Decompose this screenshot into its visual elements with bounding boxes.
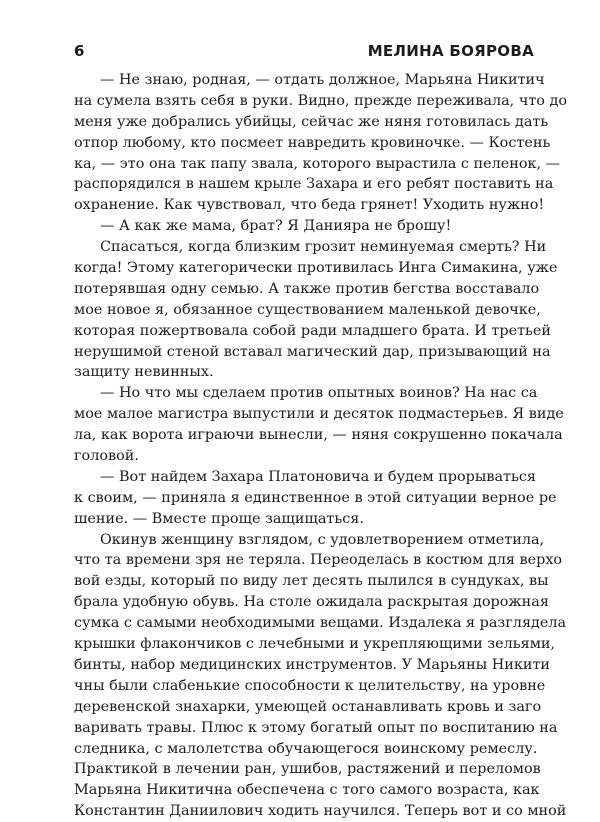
text-line: деревенской знахарки, умеющей останавливать кровь и заго	[74, 698, 542, 715]
text-line: к своим, — приняла я единственное в этой ситуации верное ре	[74, 489, 557, 506]
text-line: следника, с малолетства обучающегося воинскому ремеслу.	[74, 740, 538, 757]
text-line: — Но что мы сделаем против опытных воинов? На нас са	[100, 385, 538, 402]
text-line: нерушимой стеной вставал магический дар, призывающий на	[74, 343, 551, 360]
text-line: — Вот найдем Захара Платоновича и будем прорываться	[100, 468, 536, 485]
text-line: что та времени зря не теряла. Переоделась в костюм для верхо	[74, 552, 563, 569]
text-line: мое новое я, обязанное существованием маленькой девочке,	[74, 301, 541, 318]
text-line: меня уже добрались убийцы, сейчас же няня готовилась дать	[74, 113, 549, 130]
text-line: крышки флакончиков с лечебными и укрепляющими зельями,	[74, 636, 556, 653]
text-line: — Не знаю, родная, — отдать должное, Марьяна Никитич	[100, 72, 545, 88]
text-line: Окинув женщину взглядом, с удовлетворением отметила,	[100, 531, 545, 548]
text-line: мое малое магистра выпустили и десяток подмастерьев. Я виде	[74, 406, 564, 423]
text-line: чны были слабенькие способности к целительству, на уровне	[74, 677, 546, 694]
text-line: которая пожертвовала собой ради младшего брата. И третьей	[74, 322, 551, 339]
text-line: на сумела взять себя в руки. Видно, прежде переживала, что до	[74, 92, 568, 109]
text-line: ла, как ворота играючи вынесли, — няня сокрушенно покачала	[74, 427, 563, 444]
text-line: вой езды, который по виду лет десять пылился в сундуках, вы	[74, 573, 549, 590]
text-line: брала удобную обувь. На столе ожидала раскрытая дорожная	[74, 594, 549, 611]
text-line: отпор любому, кто посмеет навредить кровиночке. — Костень	[74, 134, 551, 151]
text-line: когда! Этому категорически противилась Инга Симакина, уже	[74, 260, 558, 277]
text-line: Спасаться, когда близким грозит неминуемая смерть? Ни	[100, 239, 547, 256]
text-line: головой.	[74, 448, 139, 465]
text-line: распорядился в нашем крыле Захара и его ребят поставить на	[74, 176, 554, 193]
page-number: 6	[74, 42, 85, 60]
text-line: Практикой в лечении ран, ушибов, растяжений и переломов	[74, 761, 541, 778]
body-text	[74, 70, 568, 822]
text-line: охранение. Как чувствовал, что беда грянет! Уходить нужно!	[74, 197, 545, 214]
text-line: бинты, набор медицинских инструментов. У Марьяны Никити	[74, 656, 551, 673]
text-line: ка, — это она так папу звала, которого вырастила с пеленок, —	[74, 155, 561, 172]
text-line: — А как же мама, брат? Я Данияра не брошу!	[100, 218, 452, 235]
text-line: потерявшая одну семью. А также против бегства восставало	[74, 280, 540, 297]
text-line: сумка с самыми необходимыми вещами. Издалека я разглядела	[74, 615, 567, 632]
text-line: Константин Даниилович ходить научился. Теперь вот и со мной	[74, 803, 567, 820]
text-line: шение. — Вместе проще защищаться.	[74, 510, 364, 527]
text-line: варивать травы. Плюс к этому богатый опыт по воспитанию на	[74, 719, 558, 736]
author-name: МЕЛИНА БОЯРОВА	[367, 42, 534, 60]
text-line: защиту невинных.	[74, 364, 214, 381]
running-head	[74, 40, 534, 62]
text-line: Марьяна Никитична обеспечена с того самого возраста, как	[74, 782, 540, 799]
